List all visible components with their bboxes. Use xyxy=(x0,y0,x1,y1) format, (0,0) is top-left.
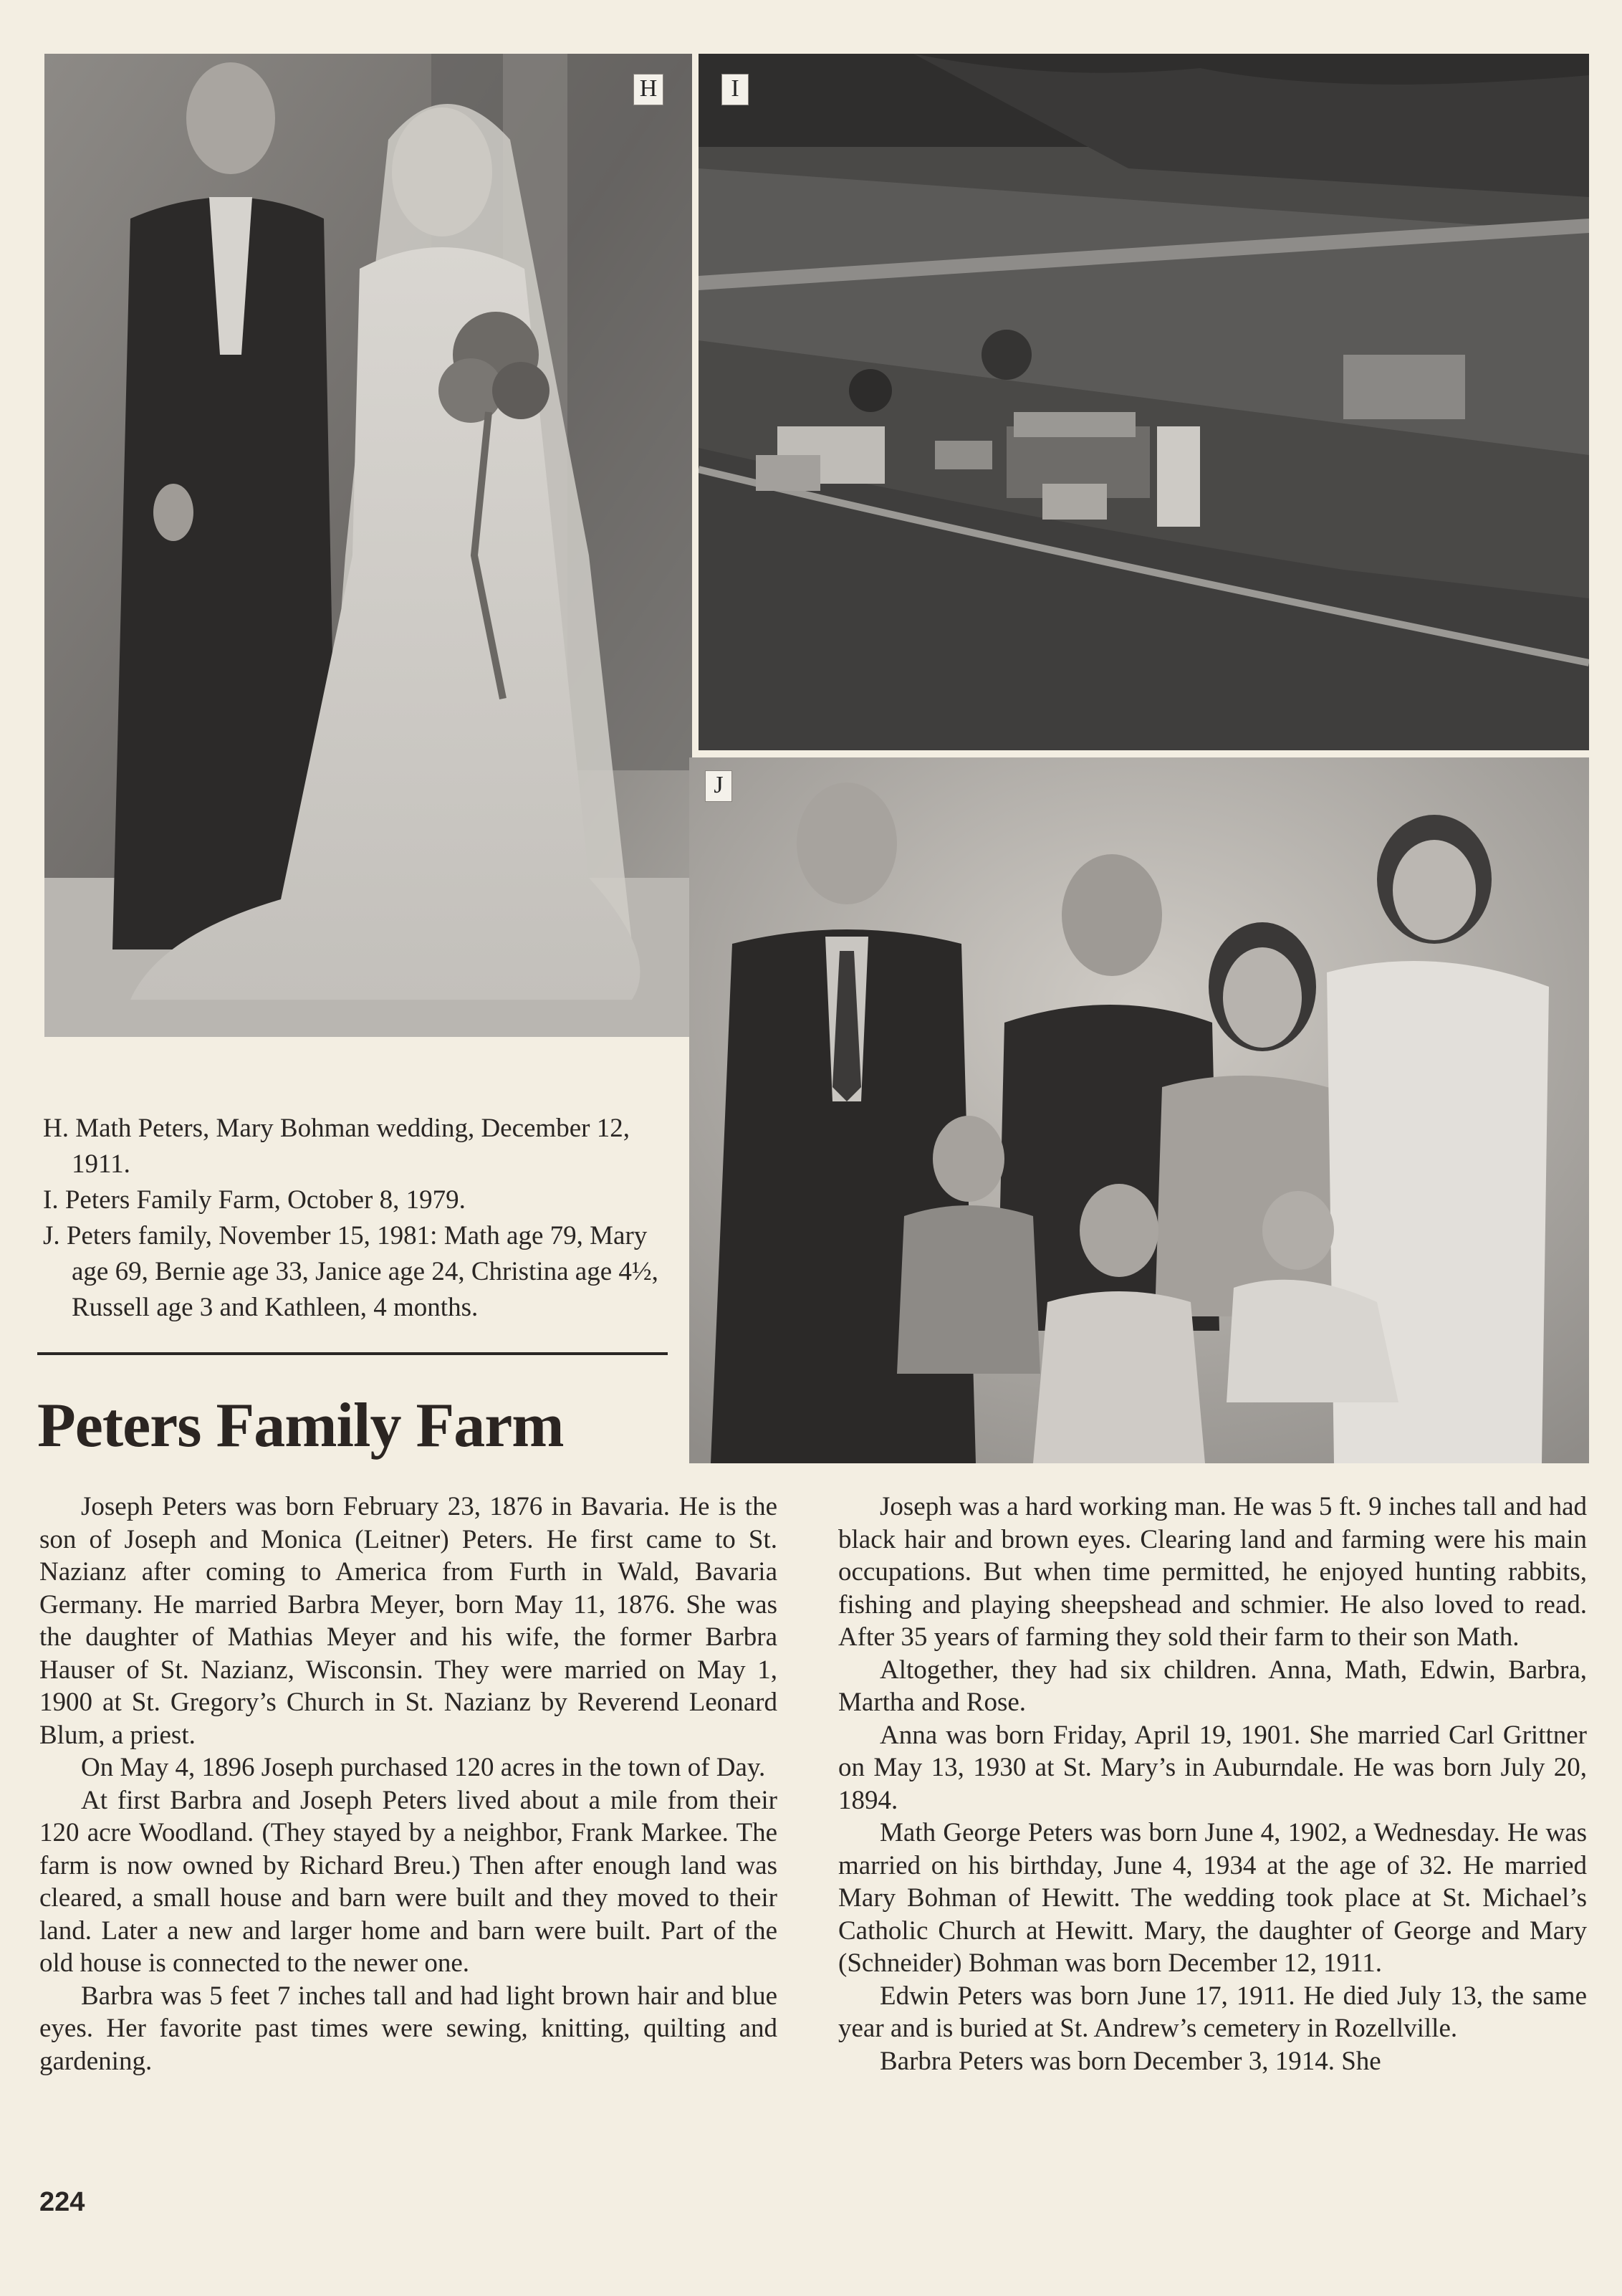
paragraph: At first Barbra and Joseph Peters lived about a mile from their 120 acre Woodland. (They stayed by a neighbor, Frank Markee. The farm is now owned by Richard Breu.) Then after enough land was cleared, a small house and barn were built and they moved to their land. Later a new and larger home and barn were built. Part of the old house is connected to the newer one. xyxy=(39,1785,777,1978)
caption-divider xyxy=(37,1352,668,1355)
text-column-right xyxy=(838,1491,1587,2077)
paragraph: Math George Peters was born June 4, 1902, a Wednesday. He was married on his birthday, June 4, 1934 at the age of 32. He married Mary Bohman of Hewitt. The wedding took place at St. Michael’s Catholic Church at Hewitt. Mary, the daughter of George and Mary (Schneider) Bohman was born December 12, 1911. xyxy=(838,1818,1587,1978)
paragraph: On May 4, 1896 Joseph purchased 120 acres in the town of Day. xyxy=(81,1753,766,1782)
paragraph: Barbra was 5 feet 7 inches tall and had light brown hair and blue eyes. Her favorite past times were sewing, knitting, quilting and gardening. xyxy=(39,1981,777,2076)
paragraph: Joseph was a hard working man. He was 5 ft. 9 inches tall and had black hair and brown eyes. Clearing land and farming were his main occupations. But when time permitted, he enjoyed hunting rabbits, fishing and playing sheepshead and schmier. He also loved to read. After 35 years of farming they sold their farm to their son Math. xyxy=(838,1492,1587,1652)
caption-j: J. Peters family, November 15, 1981: Math age 79, Mary age 69, Bernie age 33, Janice age 24, Christina age 4½, Russell age 3 and Kathleen, 4 months. xyxy=(43,1221,658,1322)
paragraph: Altogether, they had six children. Anna, Math, Edwin, Barbra, Martha and Rose. xyxy=(838,1655,1587,1717)
paragraph: Edwin Peters was born June 17, 1911. He died July 13, the same year and is buried at St. Andrew’s cemetery in Rozellville. xyxy=(838,1981,1587,2043)
text-column-left xyxy=(39,1491,777,2077)
paragraph: Barbra Peters was born December 3, 1914. She xyxy=(880,2046,1381,2076)
wedding-photo-image xyxy=(44,54,692,1037)
caption-i: I. Peters Family Farm, October 8, 1979. xyxy=(43,1185,466,1215)
page-number: 224 xyxy=(39,2187,85,2217)
paragraph: Joseph Peters was born February 23, 1876 in Bavaria. He is the son of Joseph and Monica (Leitner) Peters. He first came to St. Nazianz after coming to America from Furth in Wald, Bavaria Germany. He married Barbra Meyer, born May 11, 1876. She was the daughter of Mathias Meyer and his wife, the former Barbra Hauser of St. Nazianz, Wisconsin. They were married on May 1, 1900 at St. Gregory’s Church in St. Nazianz by Reverend Leonard Blum, a priest. xyxy=(39,1492,777,1750)
family-photo xyxy=(689,757,1589,1463)
photo-captions xyxy=(43,1111,659,1326)
farm-aerial-photo-image xyxy=(699,54,1589,750)
wedding-photo xyxy=(44,54,692,1037)
photo-tag-j: J xyxy=(705,770,732,802)
photo-tag-h: H xyxy=(633,74,663,105)
article-title: Peters Family Farm xyxy=(37,1391,564,1460)
paragraph: Anna was born Friday, April 19, 1901. She married Carl Grittner on May 13, 1930 at St. Mary’s in Auburndale. He was born July 20, 1894. xyxy=(838,1720,1587,1815)
family-photo-image xyxy=(689,757,1589,1463)
photo-tag-i: I xyxy=(721,74,749,105)
farm-aerial-photo xyxy=(699,54,1589,750)
caption-h: H. Math Peters, Mary Bohman wedding, December 12, 1911. xyxy=(43,1114,630,1179)
